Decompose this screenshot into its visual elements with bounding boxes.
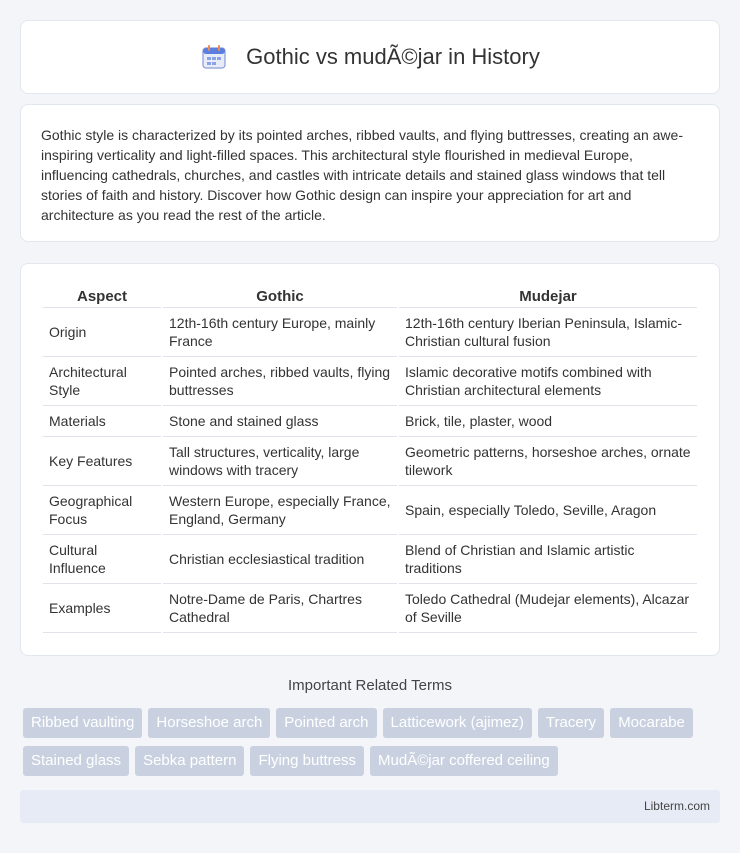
tag-stained-glass[interactable]: Stained glass: [23, 746, 129, 776]
cell-mudejar: Blend of Christian and Islamic artistic traditions: [399, 535, 697, 584]
tag-ribbed-vaulting[interactable]: Ribbed vaulting: [23, 708, 142, 738]
cell-mudejar: Spain, especially Toledo, Seville, Aragon: [399, 486, 697, 535]
cell-mudejar: Islamic decorative motifs combined with Christian architectural elements: [399, 357, 697, 406]
cell-aspect: Origin: [43, 308, 161, 357]
header-gothic: Gothic: [163, 284, 397, 308]
cell-gothic: Christian ecclesiastical tradition: [163, 535, 397, 584]
cell-aspect: Cultural Influence: [43, 535, 161, 584]
table-row: [43, 406, 697, 437]
cell-gothic: 12th-16th century Europe, mainly France: [163, 308, 397, 357]
header-aspect: Aspect: [43, 284, 161, 308]
cell-gothic: Pointed arches, ribbed vaults, flying buttresses: [163, 357, 397, 406]
header-card: [20, 20, 720, 94]
tag-mocarabe[interactable]: Mocarabe: [610, 708, 693, 738]
related-terms-title: Important Related Terms: [288, 677, 452, 694]
cell-mudejar: Geometric patterns, horseshoe arches, ornate tilework: [399, 437, 697, 486]
tag-sebka-pattern[interactable]: Sebka pattern: [135, 746, 244, 776]
cell-gothic: Notre-Dame de Paris, Chartres Cathedral: [163, 584, 397, 633]
cell-mudejar: Toledo Cathedral (Mudejar elements), Alcazar of Seville: [399, 584, 697, 633]
table-row: [43, 535, 697, 584]
footer: [20, 790, 720, 823]
cell-aspect: Geographical Focus: [43, 486, 161, 535]
calendar-icon: [200, 43, 228, 71]
footer-site-link[interactable]: Libterm.com: [643, 799, 710, 813]
table-row: [43, 437, 697, 486]
page-title: Gothic vs mudÃ©jar in History: [246, 44, 540, 69]
tag-pointed-arch[interactable]: Pointed arch: [276, 708, 376, 738]
table-row: [43, 584, 697, 633]
tag-horseshoe-arch[interactable]: Horseshoe arch: [148, 708, 270, 738]
cell-aspect: Examples: [43, 584, 161, 633]
cell-aspect: Architectural Style: [43, 357, 161, 406]
table-header-row: [43, 284, 697, 308]
table-row: [43, 308, 697, 357]
cell-gothic: Western Europe, especially France, England, Germany: [163, 486, 397, 535]
table-row: [43, 486, 697, 535]
intro-card: [20, 104, 720, 242]
cell-mudejar: Brick, tile, plaster, wood: [399, 406, 697, 437]
tag-mudejar-coffered-ceiling[interactable]: MudÃ©jar coffered ceiling: [370, 746, 558, 776]
cell-gothic: Stone and stained glass: [163, 406, 397, 437]
tag-flying-buttress[interactable]: Flying buttress: [250, 746, 364, 776]
comparison-table: [41, 284, 699, 633]
cell-mudejar: 12th-16th century Iberian Peninsula, Islamic-Christian cultural fusion: [399, 308, 697, 357]
cell-aspect: Key Features: [43, 437, 161, 486]
cell-aspect: Materials: [43, 406, 161, 437]
table-row: [43, 357, 697, 406]
header-mudejar: Mudejar: [399, 284, 697, 308]
intro-text: Gothic style is characterized by its pointed arches, ribbed vaults, and flying buttresses, creating an awe-inspiring verticality and light-filled spaces. This architectural style flourished in medieval Europe, influencing cathedrals, churches, and castles with intricate details and stained glass windows that tell stories of faith and history. Discover how Gothic design can inspire your appreciation for art and architecture as you read the rest of the article.: [41, 127, 683, 223]
comparison-table-card: [20, 263, 720, 656]
cell-gothic: Tall structures, verticality, large windows with tracery: [163, 437, 397, 486]
related-terms-tags: [23, 708, 723, 776]
tag-latticework[interactable]: Latticework (ajimez): [383, 708, 532, 738]
title-wrap: [200, 43, 540, 71]
tag-tracery[interactable]: Tracery: [538, 708, 604, 738]
